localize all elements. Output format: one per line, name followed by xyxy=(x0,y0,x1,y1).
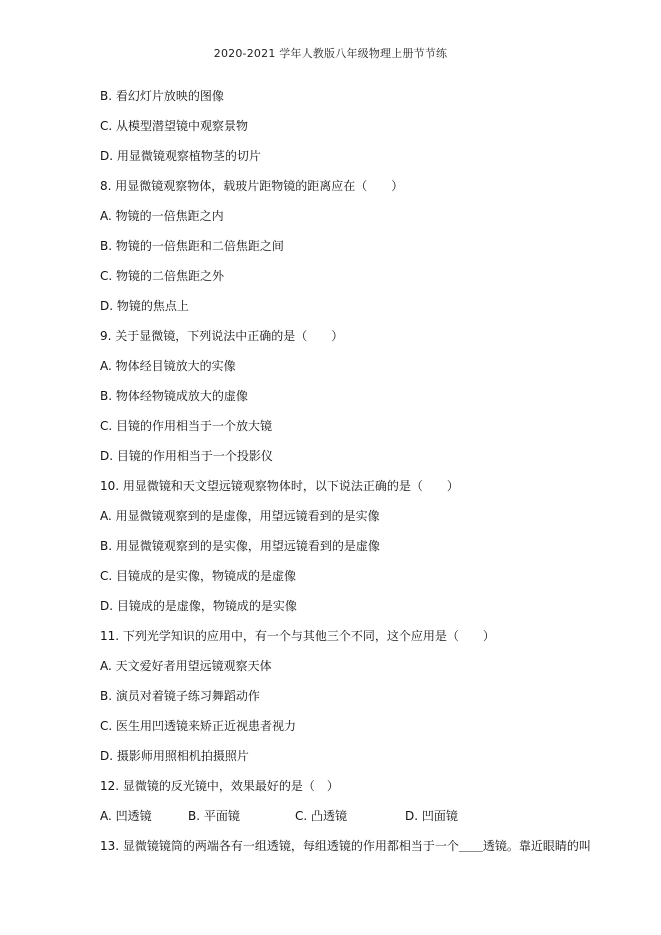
q12-option-b: B. 平面镜 xyxy=(188,809,240,823)
q11-option-b: B. 演员对着镜子练习舞蹈动作 xyxy=(100,689,260,703)
q11-option-d: D. 摄影师用照相机拍摄照片 xyxy=(100,749,249,763)
q13-stem: 13. 显微镜镜筒的两端各有一组透镜，每组透镜的作用都相当于一个＿＿透镜。靠近眼睛的叫 xyxy=(100,839,591,853)
q8-option-d: D. 物镜的焦点上 xyxy=(100,299,189,313)
q12-option-c: C. 凸透镜 xyxy=(295,809,348,823)
q10-option-d: D. 目镜成的是虚像，物镜成的是实像 xyxy=(100,599,297,613)
q7-option-c: C. 从模型潜望镜中观察景物 xyxy=(100,119,249,133)
q8-stem: 8. 用显微镜观察物体，载玻片距物镜的距离应在（ ） xyxy=(100,179,404,193)
q10-stem: 10. 用显微镜和天文望远镜观察物体时，以下说法正确的是（ ） xyxy=(100,479,459,493)
q9-option-b: B. 物体经物镜成放大的虚像 xyxy=(100,389,248,403)
q11-option-a: A. 天文爱好者用望远镜观察天体 xyxy=(100,659,272,673)
q9-stem: 9. 关于显微镜，下列说法中正确的是（ ） xyxy=(100,329,344,343)
q8-option-a: A. 物镜的一倍焦距之内 xyxy=(100,209,224,223)
q7-option-d: D. 用显微镜观察植物茎的切片 xyxy=(100,149,261,163)
q11-option-c: C. 医生用凹透镜来矫正近视患者视力 xyxy=(100,719,297,733)
q10-option-b: B. 用显微镜观察到的是实像，用望远镜看到的是虚像 xyxy=(100,539,380,553)
q11-stem: 11. 下列光学知识的应用中，有一个与其他三个不同，这个应用是（ ） xyxy=(100,629,495,643)
q12-option-a: A. 凹透镜 xyxy=(100,809,152,823)
q12-stem: 12. 显微镜的反光镜中，效果最好的是（ ） xyxy=(100,779,339,793)
q12-option-d: D. 凹面镜 xyxy=(405,809,458,823)
q8-option-c: C. 物镜的二倍焦距之外 xyxy=(100,269,225,283)
page-header-title: 2020-2021 学年人教版八年级物理上册节节练 xyxy=(213,47,448,60)
q10-option-a: A. 用显微镜观察到的是虚像，用望远镜看到的是实像 xyxy=(100,509,380,523)
q10-option-c: C. 目镜成的是实像，物镜成的是虚像 xyxy=(100,569,297,583)
q9-option-c: C. 目镜的作用相当于一个放大镜 xyxy=(100,419,273,433)
q8-option-b: B. 物镜的一倍焦距和二倍焦距之间 xyxy=(100,239,284,253)
q9-option-d: D. 目镜的作用相当于一个投影仪 xyxy=(100,449,273,463)
q9-option-a: A. 物体经目镜放大的实像 xyxy=(100,359,236,373)
q12-options-row xyxy=(100,808,560,824)
q7-option-b: B. 看幻灯片放映的图像 xyxy=(100,89,224,103)
